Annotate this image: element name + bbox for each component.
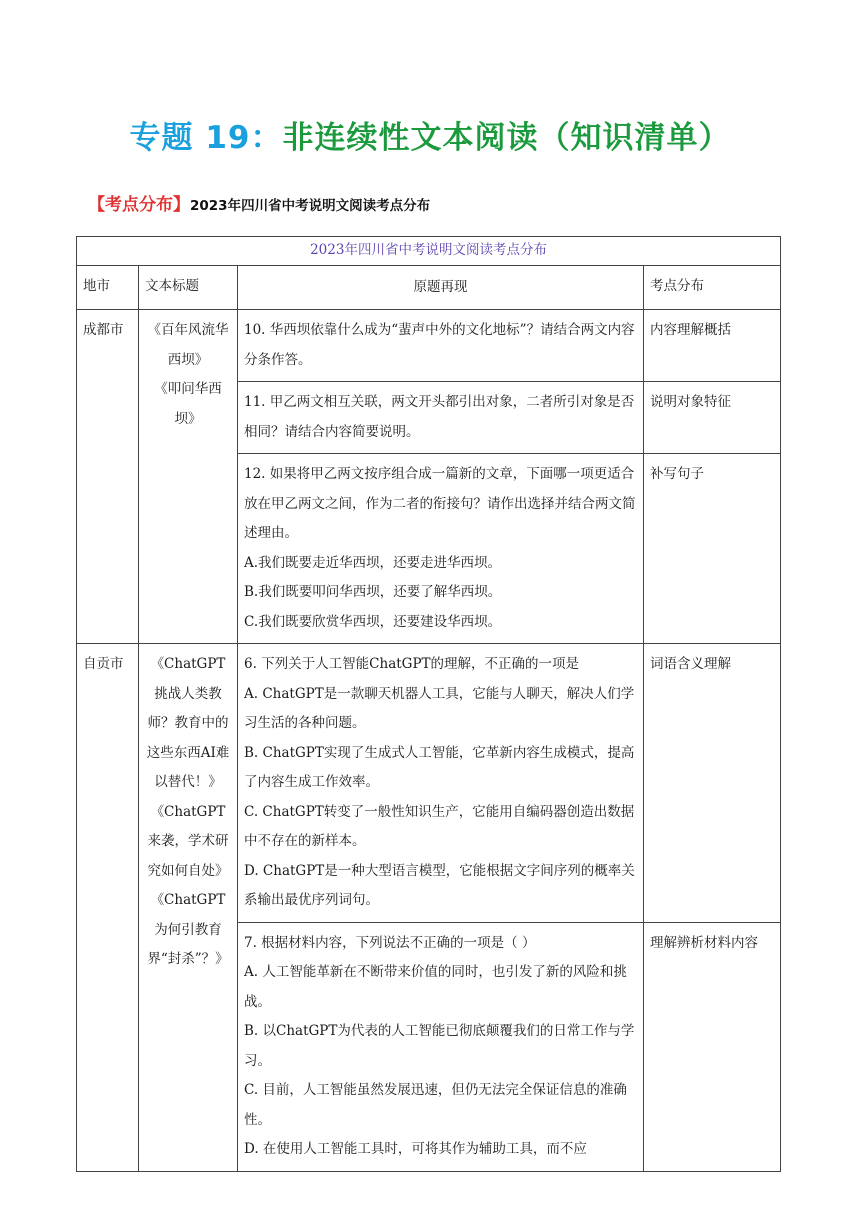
cell-question [238, 644, 644, 923]
question-line: 12. 如果将甲乙两文按序组合成一篇新的文章，下面哪一项更适合放在甲乙两文之间，作为二者的衔接句？请作出选择并结合两文简述理由。 [244, 466, 636, 541]
header-point: 考点分布 [644, 266, 781, 310]
option-line: C. ChatGPT转变了一般性知识生产，它能用自编码器创造出数据中不存在的新样本。 [244, 803, 635, 849]
option-line: D. 在使用人工智能工具时，可将其作为辅助工具，而不应 [244, 1141, 587, 1157]
text-title: 《百年风流华西坝》 [147, 322, 229, 368]
cell-city: 自贡市 [77, 644, 139, 1172]
cell-point: 理解辨析材料内容 [644, 922, 781, 1171]
cell-question [238, 454, 644, 644]
page-title [0, 112, 860, 157]
cell-text-titles [139, 310, 238, 644]
option-line: A. 人工智能革新在不断带来价值的同时，也引发了新的风险和挑战。 [244, 964, 627, 1010]
option-line: A. ChatGPT是一款聊天机器人工具，它能与人聊天，解决人们学习生活的各种问题。 [244, 685, 635, 731]
option-line: C. 目前，人工智能虽然发展迅速，但仍无法完全保证信息的准确性。 [244, 1082, 627, 1128]
header-text-title: 文本标题 [139, 266, 238, 310]
table-row [77, 310, 781, 382]
table-caption-row [77, 237, 781, 266]
header-city: 地市 [77, 266, 139, 310]
table-row [77, 644, 781, 923]
table-caption: 2023年四川省中考说明文阅读考点分布 [77, 237, 781, 266]
option-line: D. ChatGPT是一种大型语言模型，它能根据文字间序列的概率关系输出最优序列词句。 [244, 862, 635, 908]
text-title: 《ChatGPT来袭，学术研究如何自处》 [147, 803, 229, 879]
text-title: 《ChatGPT挑战人类教师？教育中的这些东西AI难以替代！》 [146, 656, 230, 790]
cell-point: 补写句子 [644, 454, 781, 644]
cell-text-titles [139, 644, 238, 1172]
text-title: 《ChatGPT为何引教育界“封杀”？》 [147, 892, 229, 967]
option-line: B.我们既要叩问华西坝，还要了解华西坝。 [244, 584, 502, 600]
option-line: B. 以ChatGPT为代表的人工智能已彻底颠覆我们的日常工作与学习。 [244, 1023, 635, 1069]
option-line: B. ChatGPT实现了生成式人工智能，它革新内容生成模式，提高了内容生成工作效率。 [244, 744, 635, 790]
section-heading [88, 190, 430, 215]
section-description: 2023年四川省中考说明文阅读考点分布 [190, 198, 431, 214]
cell-point: 词语含义理解 [644, 644, 781, 923]
section-tag: 【考点分布】 [88, 195, 190, 215]
title-number: 19 [205, 120, 251, 156]
exam-points-table [76, 236, 781, 1172]
option-line: A.我们既要走近华西坝，还要走进华西坝。 [244, 554, 502, 571]
question-line: 11. 甲乙两文相互关联，两文开头都引出对象，二者所引对象是否相同？请结合内容简要说明。 [244, 394, 635, 440]
cell-point: 内容理解概括 [644, 310, 781, 382]
title-main: 非连续性文本阅读（知识清单） [282, 120, 731, 156]
cell-question [238, 922, 644, 1171]
option-line: C.我们既要欣赏华西坝，还要建设华西坝。 [244, 613, 502, 630]
question-line: 7. 根据材料内容，下列说法不正确的一项是（ ） [244, 934, 536, 951]
table-header-row [77, 266, 781, 310]
header-question: 原题再现 [238, 266, 644, 310]
question-line: 6. 下列关于人工智能ChatGPT的理解，不正确的一项是 [244, 656, 580, 672]
text-title: 《叩问华西坝》 [154, 381, 222, 427]
cell-city: 成都市 [77, 310, 139, 644]
question-line: 10. 华西坝依靠什么成为“蜚声中外的文化地标”？请结合两文内容分条作答。 [244, 322, 635, 368]
cell-question [238, 382, 644, 454]
title-prefix: 专题 [129, 120, 194, 156]
cell-question [238, 310, 644, 382]
title-colon: ： [250, 120, 283, 156]
cell-point: 说明对象特征 [644, 382, 781, 454]
